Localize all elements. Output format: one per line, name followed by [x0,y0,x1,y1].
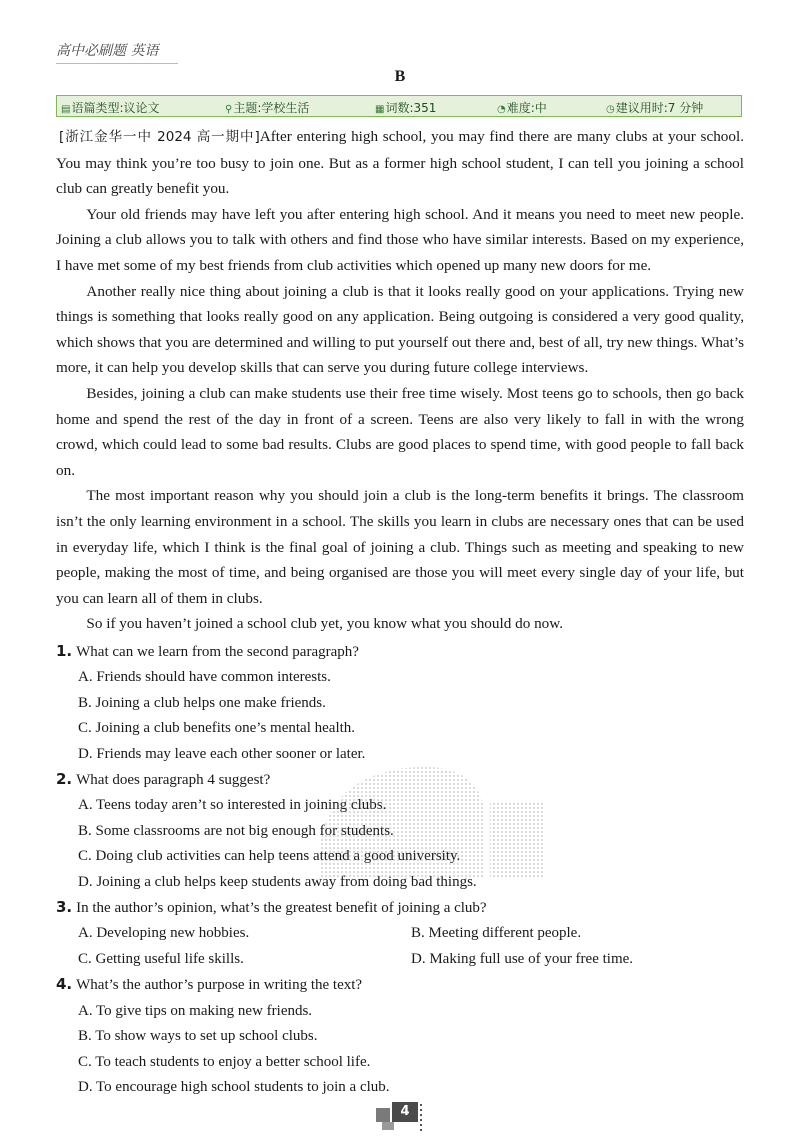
section-letter: B [394,68,406,85]
question-text: What can we learn from the second paragraph? [76,644,359,660]
dotted-rule [420,1104,422,1134]
info-bar [56,95,742,117]
option-c: C. To teach students to enjoy a better school life. [78,1053,371,1070]
paragraph-6: So if you haven’t joined a school club yet, you know what you should do now. [86,615,564,633]
question-stem [56,639,744,665]
question-stem [56,767,744,793]
paragraph-3: Another really nice thing about joining a club is that it looks really good on your applications. Trying new things is something that looks really good on any application. Being outgoing is considered a very good quality, which shows that you are determined and willing to put yourself out there and, best of all, try new things. What’s more, it can help you develop skills that can serve you during future college interviews. [56,282,744,377]
paragraph-2: Your old friends may have left you after entering high school. And it means you need to meet new people. Joining a club allows you to talk with others and find those who have similar interests. Based on my experience, I have met some of my best friends from club activities which opened up many new doors for me. [56,205,744,274]
decor-block [382,1122,394,1130]
option-a: A. Developing new hobbies. [78,925,250,942]
paragraph-1-text: After entering high school, you may find there are many clubs at your school. You may think you’re too busy to join one. But as a former high school student, I can tell you joining a school club can greatly benefit you. [56,128,744,198]
page-number: 4 [392,1102,418,1122]
question-3 [56,895,744,972]
words-label: 词数: [385,101,414,115]
theme-value: 学校生活 [261,101,310,115]
paragraph-5: The most important reason why you should join a club is the long-term benefits it brings. The classroom isn’t the only learning environment in a school. The skills you learn in clubs are necessary ones that can be used in everyday life, which I think is the final goal of joining a club. Things such as meeting and speaking to new people, making the most of time, and being organised are those you will meet every single day of your life, but you can learn all of them in clubs. [56,487,744,607]
source-tag: [浙江金华一中 2024 高一期中] [59,129,260,145]
clock-icon: ◷ [606,104,615,115]
question-1 [56,639,744,767]
time-value: 7 分钟 [667,101,704,115]
question-text: What’s the author’s purpose in writing the text? [76,977,363,994]
time-label: 建议用时: [615,101,668,115]
running-head: 高中必刷题 英语 [56,40,178,64]
time-cell [606,99,703,116]
document-icon: ▤ [61,104,71,115]
theme-cell [225,99,309,116]
difficulty-icon: ◔ [497,104,506,115]
question-text: In the author’s opinion, what’s the greatest benefit of joining a club? [76,900,487,917]
question-2 [56,767,744,895]
question-number: 1. [56,642,73,660]
option-b: B. Meeting different people. [411,925,582,942]
difficulty-value: 中 [534,101,547,115]
question-number: 2. [56,770,73,789]
option-d: D. Friends may leave each other sooner or later. [78,745,366,762]
option-c: C. Doing club activities can help teens attend a good university. [78,848,461,865]
question-4 [56,972,744,1100]
option-row [78,921,744,946]
option-d: D. Joining a club helps keep students away from doing bad things. [78,873,477,890]
paragraph-4: Besides, joining a club can make students use their free time wisely. Most teens go to schools, then go back home and spend the rest of the day in front of a screen. Teens are also very likely to fall in with the wrong crowd, which could lead to some bad results. Clubs are good places to spend time, with good people to fall back on. [56,384,744,479]
difficulty-label: 难度: [506,101,535,115]
genre-cell [61,99,160,116]
decor-block [376,1108,390,1122]
option-c: C. Joining a club benefits one’s mental health. [78,720,356,737]
option-row [78,947,744,972]
option-b: B. Joining a club helps one make friends. [78,694,326,711]
option-a: A. Friends should have common interests. [78,669,331,686]
option-c: C. Getting useful life skills. [78,950,244,967]
option-a: A. Teens today aren’t so interested in joining clubs. [78,797,387,814]
question-stem [56,895,744,921]
question-stem [56,972,744,998]
option-b: B. Some classrooms are not big enough for students. [78,822,394,839]
word-count-icon: ▦ [375,104,385,115]
search-icon: ⚲ [225,104,233,115]
option-b: B. To show ways to set up school clubs. [78,1028,318,1045]
page-number-badge [376,1102,422,1128]
difficulty-cell [497,99,547,116]
genre-value: 议论文 [123,101,160,115]
words-cell [375,99,436,116]
question-text: What does paragraph 4 suggest? [76,772,271,789]
question-number: 3. [56,898,73,917]
option-d: D. Making full use of your free time. [411,950,634,967]
passage [56,124,744,637]
questions [56,639,744,1100]
option-d: D. To encourage high school students to join a club. [78,1078,390,1095]
option-a: A. To give tips on making new friends. [78,1002,313,1019]
theme-label: 主题: [233,101,262,115]
paragraph-1 [56,124,744,202]
question-number: 4. [56,975,73,994]
genre-label: 语篇类型: [71,101,124,115]
words-value: 351 [413,101,437,115]
